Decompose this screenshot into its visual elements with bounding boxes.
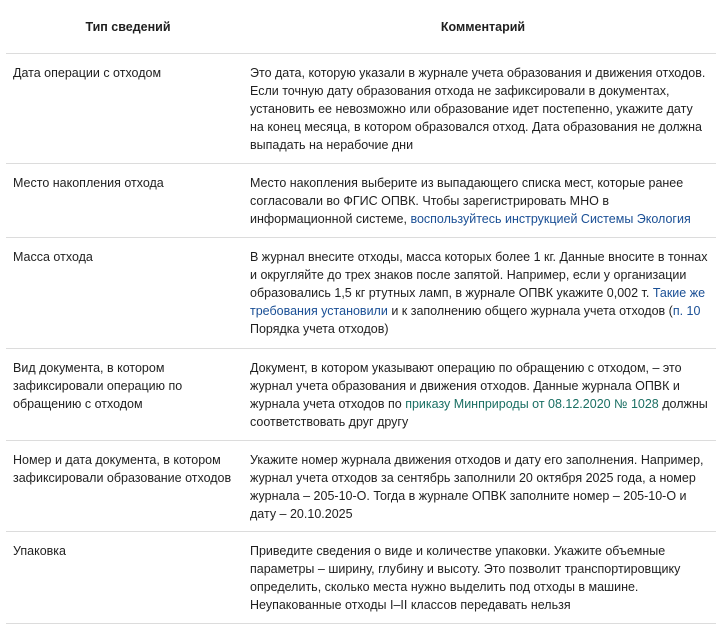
- header-type: Тип сведений: [85, 19, 171, 34]
- row-comment: [250, 164, 716, 237]
- row-type: Место накопления отхода: [13, 176, 164, 190]
- table-row: [6, 532, 716, 624]
- table-row: [6, 164, 716, 238]
- row-comment: Приведите сведения о виде и количестве упаковки. Укажите объемные параметры – ширину, глубину и высоту. Это позволит транспортировщику определить, сколько места нужно выделить под отходы в машине. Неупакованные отходы I–II классов передавать нельзя: [250, 544, 681, 612]
- table-header: [6, 0, 716, 54]
- table-row: [6, 238, 716, 349]
- comment-text: Документ, в котором указывают операцию по обращению с отходом, – это журнал учета образования и движения отходов. Данные журнала ОПВК и журнала учета отходов по: [250, 361, 682, 411]
- comment-text: Порядка учета отходов): [250, 322, 389, 336]
- comment-text: должны соответствовать друг другу: [250, 397, 708, 429]
- row-comment: Укажите номер журнала движения отходов и дату его заполнения. Например, журнал учета отходов за сентябрь заполнили 20 октября 2025 года, а номер журнала – 205-10-О. Тогда в журнале ОПВК заполните номер – 205-10-О и дату – 20.10.2025: [250, 453, 704, 521]
- row-comment: [250, 349, 716, 440]
- comment-text: В журнал внесите отходы, масса которых более 1 кг. Данные вносите в тоннах и округляйте до трех знаков после запятой. Например, если у организации образовались 1,5 кг ртутных ламп, в журнале ОПВК укажите 0,002 т.: [250, 250, 708, 300]
- header-comment: Комментарий: [440, 19, 526, 34]
- info-table: [6, 0, 716, 624]
- requirements-link[interactable]: Такие же требования установили: [250, 286, 706, 318]
- comment-text: Место накопления выберите из выпадающего списка мест, которые ранее согласовали во ФГИС ОПВК. Чтобы зарегистрировать МНО в информационной системе,: [250, 176, 684, 226]
- table-row: [6, 349, 716, 441]
- row-type: Упаковка: [13, 544, 66, 558]
- row-type: Масса отхода: [13, 250, 93, 264]
- comment-text: и к заполнению общего журнала учета отходов (: [387, 304, 673, 318]
- row-comment: [250, 238, 716, 348]
- instruction-link[interactable]: воспользуйтесь инструкцией Системы Экология: [410, 212, 691, 226]
- paragraph-link[interactable]: п. 10: [672, 304, 701, 318]
- order-link[interactable]: приказу Минприроды от 08.12.2020 № 1028: [405, 397, 659, 411]
- row-type: Вид документа, в котором зафиксировали операцию по обращению с отходом: [13, 361, 183, 411]
- row-type: Дата операции с отходом: [13, 66, 162, 80]
- table-row: [6, 441, 716, 532]
- row-type: Номер и дата документа, в котором зафиксировали образование отходов: [13, 453, 232, 485]
- table-row: [6, 54, 716, 164]
- row-comment: Это дата, которую указали в журнале учета образования и движения отходов. Если точную дату образования отхода не зафиксировали в документах, установить ее невозможно или образование идет постепенно, укажите дату на конец месяца, в котором образовался отход. Дата образования не должна выпадать на нерабочие дни: [250, 66, 706, 152]
